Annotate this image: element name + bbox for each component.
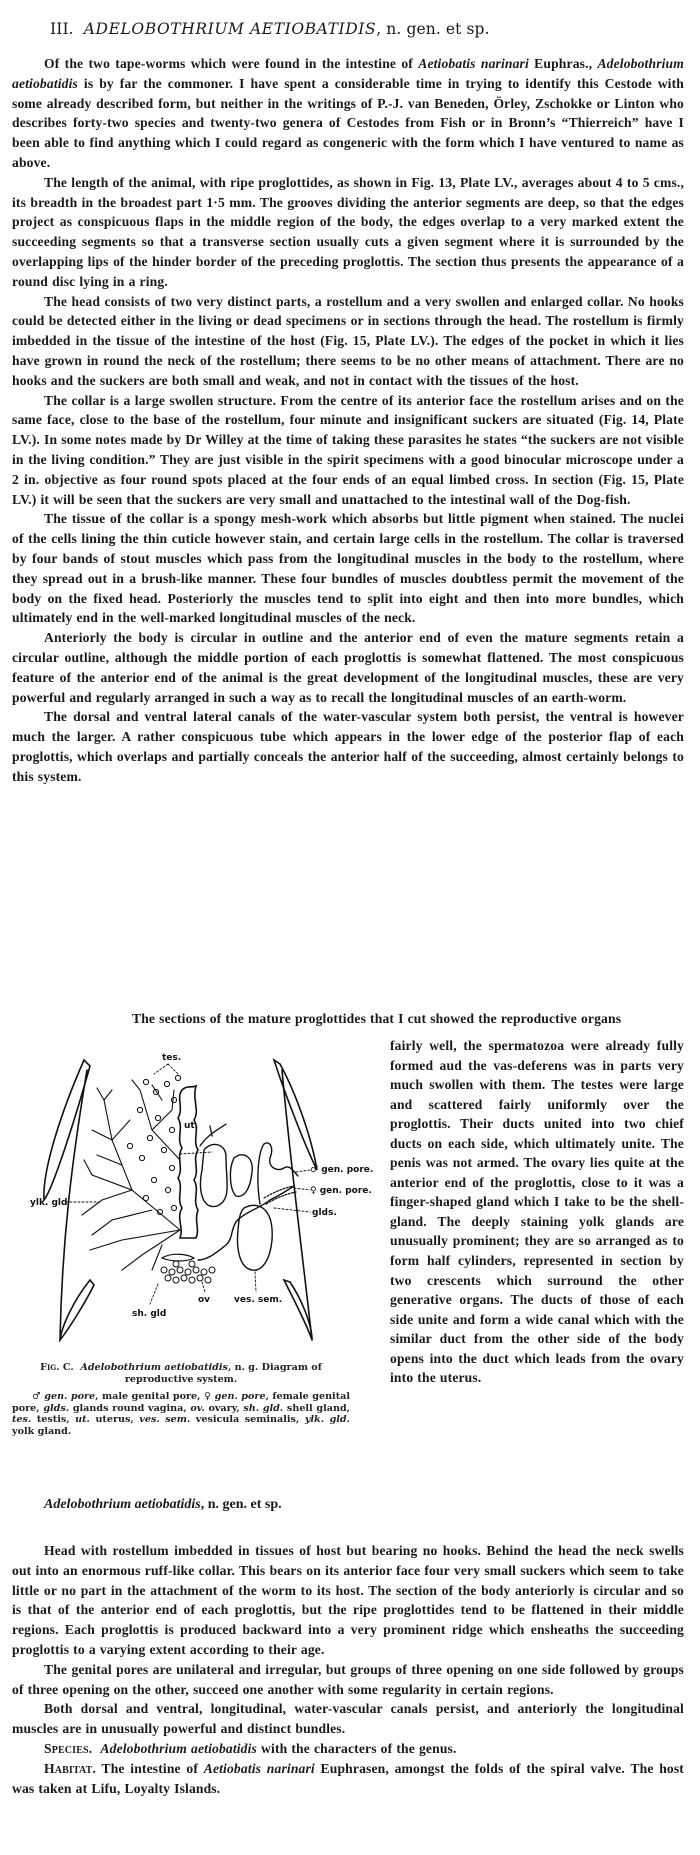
species-name: Adelobothrium aetiobatidis — [100, 1740, 257, 1756]
diagnosis-title-name: Adelobothrium aetiobatidis — [44, 1497, 201, 1512]
diagnosis-title — [44, 1497, 282, 1513]
legend-abbreviation: ♀ gen. pore — [203, 1391, 266, 1402]
paragraph-text: The dorsal and ventral lateral canals of the water-vascular system both persist, the ventral is however much the larger. A rather conspicuous tube which appears in the lower edge of the posterior flap of each proglottis, which overlaps and partially conceals the anterior half of the succeeding, almost certainly belongs to this system. — [12, 709, 684, 784]
body-paragraph — [12, 509, 684, 628]
paragraph-text: Of the two tape-worms which were found in the intestine of — [44, 56, 419, 71]
habitat-label: Habitat. — [44, 1760, 97, 1776]
label-ov: ov — [198, 1295, 211, 1305]
caption-legend — [12, 1391, 350, 1437]
habitat-text-post: Euphrasen, amongst the folds of the spiral valve. The host was taken at Lifu, Loyalty Islands. — [12, 1760, 684, 1796]
body-paragraph — [12, 707, 684, 786]
vesicula-seminalis — [238, 1205, 273, 1270]
section-title-suffix: , n. gen. et sp. — [376, 20, 490, 38]
legend-description: uterus, — [89, 1414, 140, 1425]
paragraph-text: is by far the commoner. I have spent a considerable time in trying to identify this Cestode with some already described form, but neither in the writings of P.-J. van Beneden, Örley, Zschokke or Linton who describes forty-two species and twenty-two genera of Cestodes from Fish or in Bronn’s “Thierreich” have I been able to find anything which I could regard as congeneric with the form which I have ventured to name as above. — [12, 75, 684, 170]
body-text — [12, 54, 684, 786]
figure-c — [12, 1040, 384, 1360]
shell-gland — [162, 1254, 194, 1261]
label-female-gen-pore: ♀ gen. pore. — [310, 1186, 372, 1196]
vas-deferens-lobe-1 — [201, 1144, 228, 1206]
diagnosis-body — [12, 1541, 684, 1798]
paragraph-text: The length of the animal, with ripe proglottides, as shown in Fig. 13, Plate LV., averages about 4 to 5 cms., its breadth in the broadest part 1·5 mm. The grooves dividing the anterior segments are deep, so that the edges project as conspicuous flaps in the middle region of the body, the edges overlap to a very marked extent the succeeding segments so that a transverse section usually cuts a given segment where it is surrounded by the overlapping lips of the hinder border of the preceding proglottis. The section thus presents the appearance of a round disc lying in a ring. — [12, 174, 684, 289]
uterus — [178, 1086, 198, 1238]
reproductive-lead-line — [12, 1009, 684, 1029]
species-text: with the characters of the genus. — [257, 1740, 457, 1756]
legend-abbreviation: ov. — [190, 1402, 205, 1414]
label-male-gen-pore: ♂ gen. pore. — [310, 1165, 374, 1175]
label-glds: glds. — [312, 1208, 337, 1218]
reproductive-system-diagram — [12, 1040, 384, 1360]
section-number: III. — [50, 20, 74, 38]
flap-upper-left — [44, 1060, 90, 1200]
habitat-text-pre: The intestine of — [96, 1760, 204, 1776]
italic-term: Aetiobatis narinari — [418, 56, 529, 71]
diagnosis-paragraph: The genital pores are unilateral and irregular, but groups of three opening on one side followed by groups of three opening on the other, succeed one another with some regularity in certain regions. — [12, 1661, 684, 1697]
flap-upper-right — [274, 1060, 317, 1170]
yolk-gland-branches — [82, 1080, 180, 1270]
legend-description: , female genital pore, — [12, 1391, 350, 1414]
figure-caption — [12, 1362, 350, 1437]
legend-abbreviation: sh. gld. — [243, 1402, 284, 1414]
section-title: ADELOBOTHRIUM AETIOBATIDIS — [83, 20, 377, 38]
diagnosis-paragraph: Both dorsal and ventral, longitudinal, water-vascular canals persist, and anteriorly the longitudinal muscles are in unusually powerful and distinct bundles. — [12, 1701, 684, 1737]
caption-description: , n. g. Diagram of reproductive system. — [124, 1362, 322, 1385]
flap-lower-left — [60, 1280, 94, 1340]
legend-description: yolk gland. — [12, 1425, 72, 1437]
paragraph-text: The tissue of the collar is a spongy mesh-work which absorbs but little pigment when stained. The nuclei of the cells lining the thin cuticle however stain, and certain large cells in the rostellum. The collar is traversed by four bands of stout muscles which pass from the longitudinal muscles in the body to the rostellum, where they spread out in a brush-like manner. These four bundles of muscles doubtless permit the movement of the body on the fixed head. Posteriorly the muscles tend to split into eight and then into more bundles, which ultimately end in the well-marked longitudinal muscles of the neck. — [12, 511, 684, 626]
legend-abbreviation: ♂ gen. pore — [32, 1391, 96, 1402]
vas-deferens-lobe-2 — [230, 1155, 252, 1196]
label-tes: tes. — [162, 1053, 182, 1063]
legend-description: shell gland, — [283, 1402, 351, 1414]
paragraph-text: The collar is a large swollen structure. From the centre of its anterior face the rostellum arises and on the same face, close to the base of the rostellum, four minute and insignificant suckers are situated (Fig. 14, Plate LV.). In some notes made by Dr Willey at the time of taking these parasites he states “the suckers are not visible in the living condition.” They are just visible in the spirit specimens with a good binocular microscope under a 2 in. objective as four round spots placed at the four ends of an equal limbed cross. In section (Fig. 15, Plate LV.) it will be seen that the suckers are very small and unattached to the intestinal wall of the Dog-fish. — [12, 392, 684, 507]
habitat-paragraph — [12, 1759, 684, 1799]
legend-abbreviation: ut. — [75, 1414, 90, 1425]
caption-species: Adelobothrium aetiobatidis — [80, 1362, 228, 1373]
section-heading — [50, 20, 490, 38]
label-ves-sem: ves. sem. — [234, 1295, 283, 1305]
uterus-branch — [200, 1124, 226, 1146]
body-paragraph — [12, 628, 684, 707]
ovary — [161, 1261, 215, 1283]
legend-description: , male genital pore, — [95, 1391, 204, 1402]
caption-fig-number: Fig. C. — [40, 1362, 74, 1373]
species-paragraph — [12, 1739, 684, 1759]
body-outline-right — [282, 1070, 312, 1340]
reproductive-lead-text: The sections of the mature proglottides that I cut showed the reproductive organs — [132, 1011, 622, 1026]
legend-description: testis, — [31, 1414, 76, 1425]
testis-follicles — [127, 1075, 180, 1214]
diagnosis-paragraph: Head with rostellum imbedded in tissues of host but bearing no hooks. Behind the head the neck swells out into an enormous ruff-like collar. This bears on its anterior face four very small suckers which seem to take little or no part in the attachment of the worm to its host. The section of the body anteriorly is circular and so is that of the anterior end of each proglottis, but the ripe proglottides tend to be flattened in their middle regions. Each proglottis is produced backward into a very prominent ridge which ensheaths the succeeding proglottis to a varying extent according to their age. — [12, 1543, 684, 1657]
diagnosis-title-suffix: , n. gen. et sp. — [200, 1497, 282, 1512]
legend-abbreviation: glds. — [43, 1402, 70, 1414]
paragraph-text: Euphras., — [528, 56, 598, 71]
legend-abbreviation: ylk. gld. — [304, 1414, 350, 1425]
caption-title — [12, 1362, 350, 1385]
label-sh-gld: sh. gld — [132, 1309, 167, 1319]
paragraph-text: Anteriorly the body is circular in outline and the anterior end of even the mature segments retain a circular outline, although the middle portion of each proglottis is somewhat flattened. The most conspicuous feature of the anterior end of the animal is the great development of the longitudinal muscles, these are very powerful and regularly arranged in such a way as to recall the longitudinal muscles of an earth-worm. — [12, 630, 684, 705]
figure-side-text — [390, 1036, 684, 1388]
legend-description: glands round vagina, — [69, 1402, 191, 1414]
paragraph-text: The head consists of two very distinct parts, a rostellum and a very swollen and enlarged collar. No hooks could be detected either in the living or dead specimens or in sections through the head. The rostellum is firmly imbedded in the tissue of the intestine of the host (Fig. 15, Plate LV.). The edges of the pocket in which it lies have grown in round the neck of the rostellum; there seems to be no other means of attachment. There are no hooks and the suckers are both small and weak, and not in contact with the tissues of the host. — [12, 293, 684, 388]
legend-description: ovary, — [204, 1402, 244, 1414]
body-paragraph — [12, 54, 684, 173]
legend-abbreviation: ves. sem. — [139, 1414, 191, 1425]
legend-description: vesicula seminalis, — [190, 1414, 305, 1425]
habitat-host: Aetiobatis narinari — [203, 1760, 315, 1776]
body-paragraph — [12, 173, 684, 292]
species-label: Species. — [44, 1740, 93, 1756]
label-ut: ut. — [184, 1121, 199, 1131]
body-paragraph — [12, 391, 684, 510]
reproductive-side-paragraph: fairly well, the spermatozoa were already fully formed aud the vas-deferens was in parts very much swollen with them. The testes were large and scattered fairly uniformly over the proglottis. Their ducts united into two chief ducts on each side, which ultimately unite. The penis was not armed. The ovary lies quite at the anterior end of the proglottis, close to it was a finger-shaped gland which I take to be the shell-gland. The deeply staining yolk glands are unusually prominent; they are so arranged as to form half cylinders, represented in section by two crescents which surround the other generative organs. The ducts of those of each side unite and form a wide canal which with the similar duct from the other side of the body opens into the duct which leads from the ovary into the uterus. — [390, 1038, 684, 1386]
label-ylk-gld: ylk. gld — [30, 1198, 68, 1208]
italic-term: Adelobothrium aetiobatidis — [12, 56, 684, 91]
legend-abbreviation: tes. — [12, 1414, 32, 1425]
body-paragraph — [12, 292, 684, 391]
